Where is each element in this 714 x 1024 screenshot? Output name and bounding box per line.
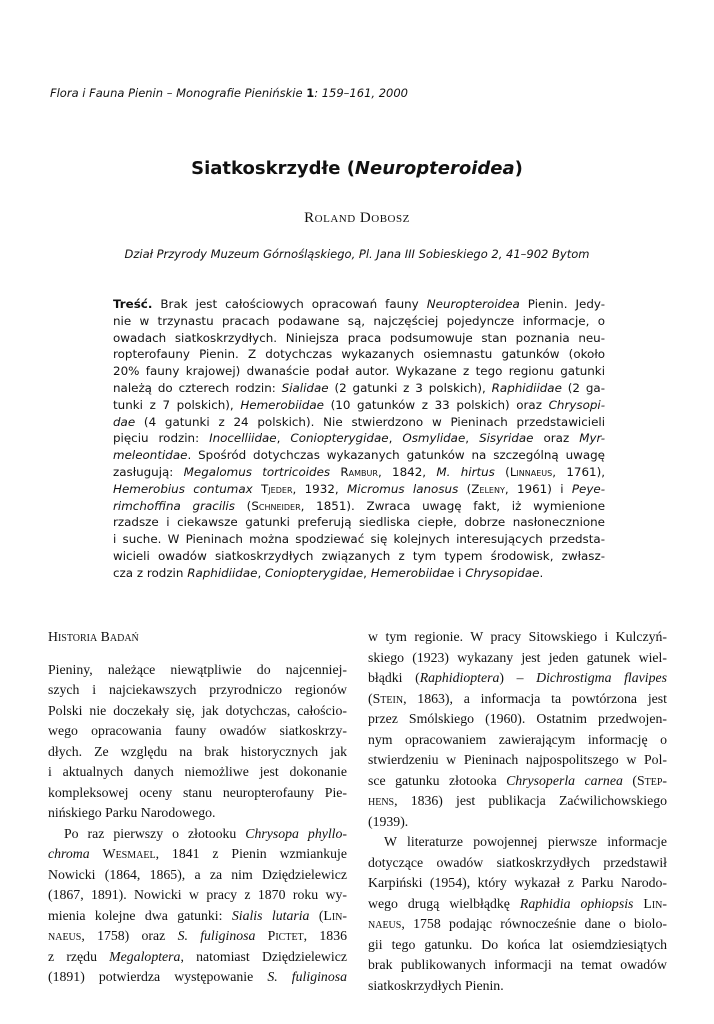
abstract-line	[113, 531, 605, 548]
text-span: (1939).	[368, 813, 409, 829]
text-span: pięciu rodzin:	[113, 431, 210, 446]
text-span: oraz	[533, 431, 580, 446]
text-span: (	[458, 481, 472, 496]
body-line	[48, 926, 347, 947]
latin-name: Inocelliidae	[209, 431, 277, 446]
body-line	[368, 812, 667, 833]
section-heading	[48, 627, 347, 648]
text-span: , 1836	[303, 928, 347, 943]
body-line	[48, 947, 347, 968]
text-span: Karpiński (1954), który wykazał z Parku Narodo-	[368, 875, 667, 890]
article-title	[0, 158, 714, 179]
latin-name: Chrysopi-	[548, 397, 605, 412]
latin-name: Raphidiidae	[187, 565, 258, 580]
latin-name: Chrysopa phyllo-	[245, 825, 347, 841]
body-line	[48, 906, 347, 927]
journal-pages: : 159–161, 2000	[314, 86, 408, 100]
body-line	[368, 771, 667, 792]
text-span: hens	[368, 793, 395, 808]
text-span: ,	[363, 565, 371, 580]
body-line	[368, 648, 667, 669]
text-span: nie w trzynastu pracach podawane są, najczęściej pojedyncze informacje, o	[113, 313, 605, 328]
body-line	[368, 853, 667, 874]
text-span: Zeleny	[471, 481, 505, 496]
latin-name: Sialis lutaria	[231, 907, 310, 923]
latin-name: dae	[113, 414, 136, 429]
text-span: . Spośród dotychczas wykazanych gatunków na szczególną uwagę	[187, 448, 605, 463]
text-span: ,	[388, 431, 403, 446]
body-line	[48, 824, 347, 845]
text-span: (	[234, 498, 252, 513]
text-span: Tjeder	[261, 481, 293, 496]
text-span: Pienin. Jedy-	[519, 297, 605, 311]
latin-name: Raphidia ophiopsis	[519, 895, 634, 911]
text-span: należą do czterech rodzin:	[113, 380, 282, 395]
text-span: , 1851). Zwraca uwagę fakt, iż wymienione	[300, 498, 606, 513]
body-column-left	[48, 627, 347, 988]
latin-name: Coniopterygidae	[290, 431, 389, 446]
text-span: (4 gatunki z 24 polskich). Nie stwierdzono w Pieninach przedstawicieli	[135, 414, 605, 429]
text-span: naeus	[368, 916, 402, 931]
text-span: , 1863), a informacja ta powtórzona jest	[403, 690, 667, 706]
text-span: mienia kolejne dwa gatunki:	[48, 907, 232, 923]
text-span: (	[368, 690, 373, 706]
body-line	[368, 791, 667, 812]
abstract-line	[113, 346, 605, 363]
latin-name: Hemerobiidae	[240, 397, 324, 412]
text-span: (Step-	[622, 772, 667, 788]
text-span: brak publikowanych informacji na temat owadów	[368, 957, 667, 972]
journal-header	[50, 86, 408, 100]
latin-name: Megaloptera	[109, 948, 181, 964]
abstract-line	[113, 414, 605, 431]
text-span: zasługują:	[113, 464, 184, 479]
latin-name: Micromus lanosus	[347, 481, 459, 496]
abstract-line	[113, 296, 605, 313]
body-line	[48, 762, 347, 783]
text-span: Pictet	[267, 928, 304, 943]
latin-name: meleontidae	[113, 448, 188, 463]
author-affiliation: Dział Przyrody Muzeum Górnośląskiego, Pl. Jana III Sobieskiego 2, 41–902 Bytom	[124, 247, 590, 261]
text-span: , 1961) i	[504, 481, 572, 496]
body-line	[368, 668, 667, 689]
text-span: Lin-	[633, 895, 667, 911]
body-line	[368, 709, 667, 730]
text-span: (2 ga-	[561, 380, 606, 395]
latin-name: Myr-	[579, 431, 606, 446]
text-span	[253, 482, 261, 496]
latin-name: chroma	[48, 846, 90, 861]
text-span: dłych. Ze względu na brak historycznych jak	[48, 743, 347, 759]
text-span: gii tego gatunku. Do końca lat osiemdziesiątych	[368, 936, 667, 952]
abstract-line	[113, 380, 605, 397]
text-span: cza z rodzin	[113, 565, 188, 580]
body-line	[48, 721, 347, 742]
text-span: , 1836) jest publikacja Zaćwilichowskiego	[394, 793, 667, 808]
text-span: Rambur	[340, 464, 378, 479]
text-span: (Lin-	[309, 907, 347, 923]
latin-name: Coniopterygidae	[265, 565, 364, 580]
text-span	[330, 465, 340, 479]
text-span: , 1758) oraz	[81, 928, 178, 943]
latin-name: S. fuliginosa	[267, 969, 347, 984]
latin-name: Sialidae	[281, 380, 329, 395]
text-span: (1891) potwierdza występowanie	[48, 969, 268, 984]
body-line	[48, 865, 347, 886]
text-span: .	[539, 565, 544, 580]
body-line	[368, 894, 667, 915]
text-span: z rzędu	[48, 948, 110, 964]
latin-name: Peye-	[571, 481, 605, 496]
body-line	[48, 844, 347, 865]
abstract-line	[113, 464, 605, 481]
body-line	[48, 967, 347, 988]
body-line	[48, 660, 347, 681]
text-span: ropterofauny Pienin. Z dotychczas wykazanych osiemnastu gatunków (około	[113, 347, 605, 362]
body-line	[48, 742, 347, 763]
latin-name: S. fuliginosa	[177, 928, 256, 943]
abstract-line	[113, 430, 605, 447]
latin-name: Hemerobiidae	[370, 565, 455, 580]
paragraph-gap	[48, 648, 347, 660]
text-span: , natomiast Dziędzielewicz	[180, 948, 347, 964]
journal-name: Flora i Fauna Pienin – Monografie Pienińskie	[50, 86, 303, 100]
text-span: (10 gatunków z 33 polskich) oraz	[323, 397, 549, 412]
text-span: , 1841 z Pienin wzmiankuje	[155, 846, 348, 861]
latin-name: rimchoffina gracilis	[113, 498, 235, 513]
latin-name: Raphidiidae	[491, 380, 562, 395]
abstract-line	[113, 565, 605, 582]
text-span: rzadsze i ciekawsze gatunki preferują siedliska ciepłe, dobrze nasłonecznione	[113, 515, 605, 530]
text-span: ,	[257, 565, 265, 580]
text-span: ) –	[499, 670, 537, 685]
body-line	[48, 783, 347, 804]
body-line	[368, 689, 667, 710]
title-main: Siatkoskrzydłe (	[191, 158, 355, 179]
body-line	[368, 976, 667, 997]
text-span: Brak jest całościowych opracowań fauny	[152, 297, 427, 311]
title-close: )	[514, 158, 523, 179]
text-span: , 1758 podając równocześnie dane o biolo-	[401, 916, 667, 931]
text-span: kompleksowej oceny stanu neuropterofauny Pie-	[48, 784, 347, 800]
text-span: (1867, 1891). Nowicki w pracy z 1870 roku wy-	[48, 887, 347, 902]
text-span: naeus	[48, 928, 82, 943]
latin-name: Osmylidae	[402, 431, 466, 446]
body-line	[368, 730, 667, 751]
volume-number: 1	[306, 86, 315, 100]
text-span: Polski nie doczekały się, jak dotychczas, całościo-	[48, 702, 347, 718]
text-span: Pieniny, należące niewątpliwie do najcenniej-	[48, 661, 347, 677]
text-span: i	[454, 565, 466, 580]
text-span: ,	[276, 431, 291, 446]
text-span: tunki z 7 polskich),	[113, 397, 241, 412]
text-span: Historia Badań	[48, 629, 139, 644]
text-span: (2 gatunki z 3 polskich),	[328, 380, 492, 395]
latin-name: Neuropteroidea	[426, 297, 520, 311]
latin-name: M. hirtus	[436, 464, 495, 479]
body-line	[368, 832, 667, 853]
text-span: wego opracowania fauny owadów siatkoskrzy-	[48, 723, 347, 738]
abstract-line	[113, 447, 605, 464]
body-line	[368, 935, 667, 956]
text-span: Linnaeus	[509, 464, 553, 479]
author-name: Roland Dobosz	[304, 210, 410, 226]
title-latin: Neuropteroidea	[354, 158, 515, 179]
latin-name: Chrysopidae	[465, 565, 540, 580]
body-line	[48, 803, 347, 824]
text-span: błądki (	[368, 670, 420, 685]
body-line	[48, 680, 347, 701]
text-span: szych i najciekawszych przyrodniczo regionów	[48, 682, 347, 697]
text-span: i suche. W Pieninach można spodziewać się kolejnych interesujących przedsta-	[113, 532, 605, 547]
body-line	[368, 750, 667, 771]
text-span: nińskiego Parku Narodowego.	[48, 805, 216, 820]
text-span: Nowicki (1864, 1865), a za nim Dziędzielewicz	[48, 866, 347, 882]
latin-name: Megalomus tortricoides	[183, 464, 331, 479]
text-span: dotyczące owadów siatkoskrzydłych przedstawił	[368, 854, 667, 870]
abstract	[113, 296, 605, 582]
text-span: wicieli owadów siatkoskrzydłych związanych z tym typem środowisk, zwłasz-	[113, 548, 605, 563]
text-span: Po raz pierwszy o złotooku	[64, 825, 246, 841]
text-span: przez Smólskiego (1960). Ostatnim przedwojen-	[368, 711, 667, 726]
abstract-line	[113, 363, 605, 380]
latin-name: Hemerobius contumax	[113, 481, 253, 496]
text-span: , 1842,	[377, 464, 437, 479]
body-line	[48, 885, 347, 906]
abstract-line	[113, 330, 605, 347]
text-span: siatkoskrzydłych Pienin.	[368, 977, 504, 993]
text-span: , 1932,	[292, 481, 348, 496]
text-span: wego drugą wielbłądkę	[368, 895, 520, 911]
body-line	[368, 955, 667, 976]
body-column-right	[368, 627, 667, 996]
text-span: W literaturze powojennej pierwsze informacje	[384, 834, 667, 849]
text-span: w tym regionie. W pracy Sitowskiego i Kulczyń-	[368, 629, 667, 644]
abstract-line	[113, 548, 605, 565]
body-line	[48, 701, 347, 722]
text-span	[90, 846, 103, 861]
text-span: owadach siatkoskrzydłych. Niniejsza praca podsumowuje stan poznania neu-	[113, 330, 605, 345]
text-span: , 1761),	[552, 464, 605, 479]
text-span: ,	[465, 431, 480, 446]
text-span: skiego (1923) wykazany jest jeden gatunek wiel-	[368, 649, 667, 665]
text-span: Stein	[372, 690, 404, 706]
latin-name: Sisyridae	[479, 431, 534, 446]
abstract-line	[113, 397, 605, 414]
text-span: stwierdzeniu w Pieninach najpospolitszego w Pol-	[368, 752, 667, 767]
latin-name: Dichrostigma flavipes	[536, 670, 667, 685]
text-span: sce gatunku złotooka	[368, 772, 507, 788]
text-span: nym opracowaniem zawierającym informację o	[368, 731, 667, 747]
text-span: (	[494, 464, 510, 479]
body-line	[368, 627, 667, 648]
abstract-line	[113, 498, 605, 515]
abstract-line	[113, 481, 605, 498]
text-span	[255, 928, 267, 943]
latin-name: Chrysoperla carnea	[506, 772, 623, 788]
latin-name: Raphidioptera	[419, 670, 500, 685]
text-span: 20% fauny krajowej) dwanaście podał autor. Wykazane z tego regionu gatunki	[113, 364, 605, 379]
text-span: i aktualnych danych niemożliwe jest dokonanie	[48, 764, 347, 779]
abstract-line	[113, 514, 605, 531]
text-span: Wesmael	[102, 846, 156, 861]
body-line	[368, 914, 667, 935]
abstract-line	[113, 313, 605, 330]
abstract-label: Treść.	[113, 297, 153, 311]
body-line	[368, 873, 667, 894]
text-span: Schneider	[251, 498, 301, 513]
